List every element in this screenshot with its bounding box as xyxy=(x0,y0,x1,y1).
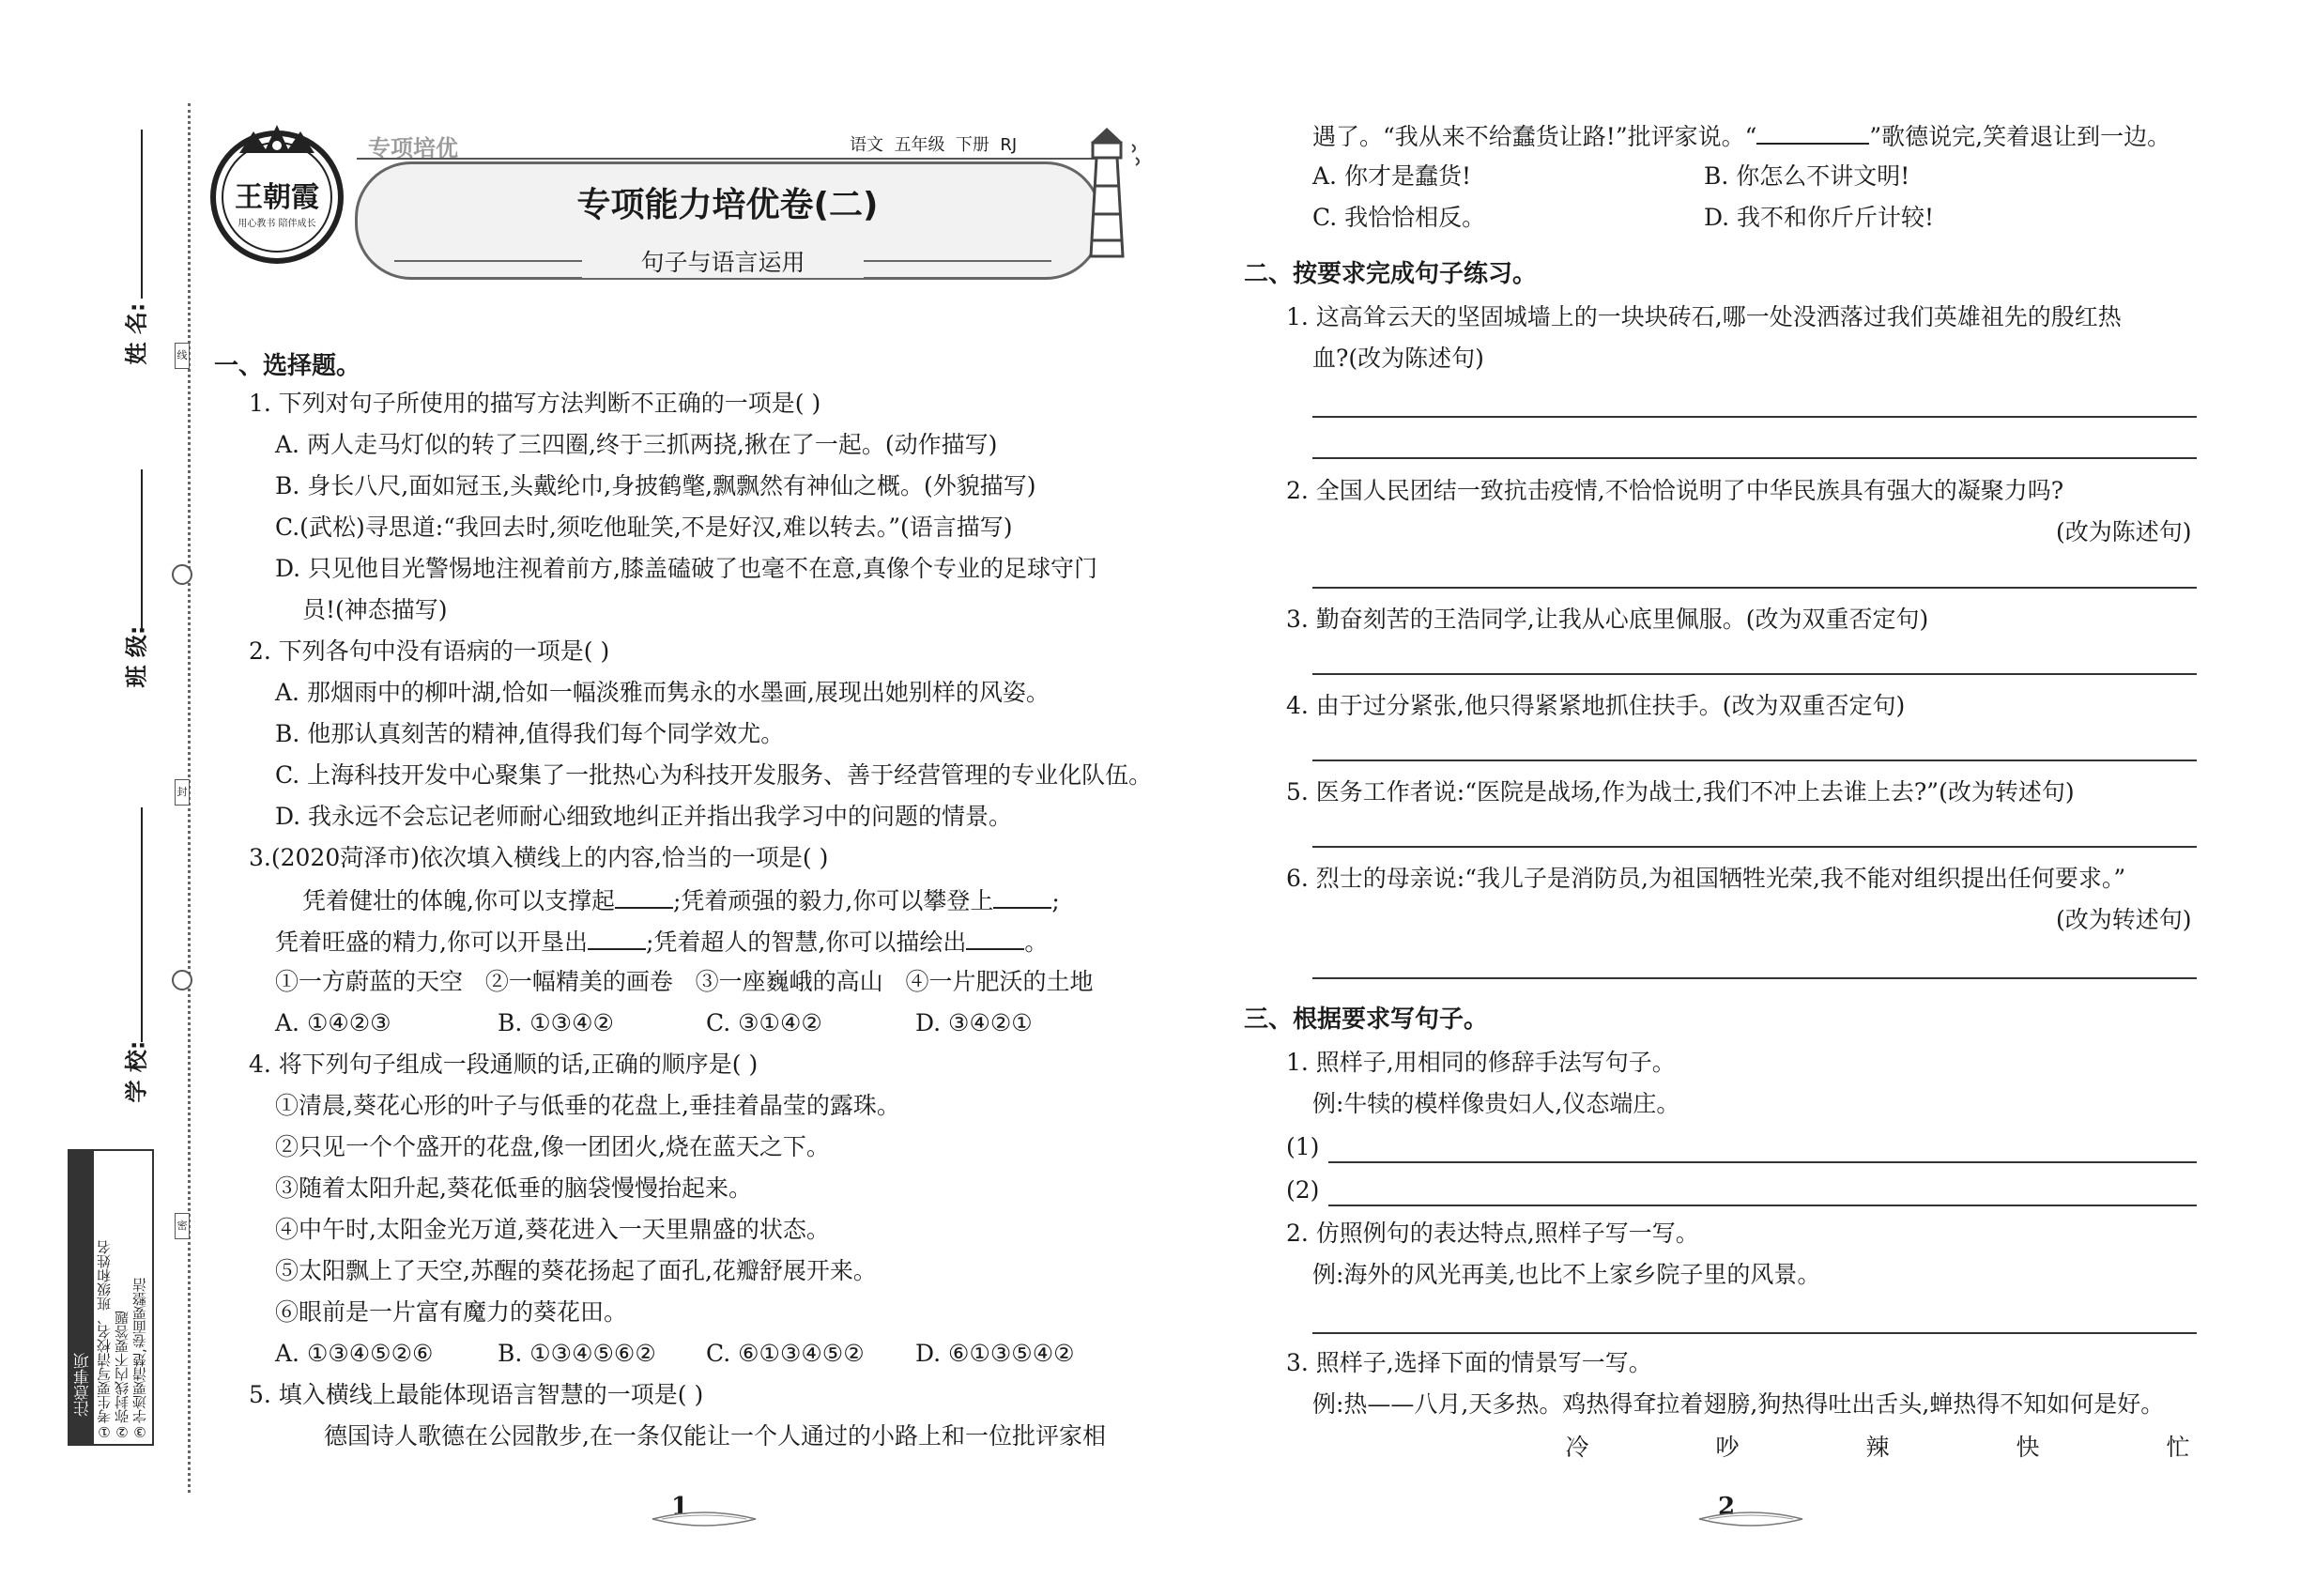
q5-option-d[interactable]: D. 我不和你斤斤计较! xyxy=(1704,204,1935,231)
q4-option-b[interactable]: B. ①③④⑤⑥② xyxy=(498,1340,656,1367)
brand-name: 王朝霞 xyxy=(235,181,319,214)
q4-sentence-4: ④中午时,太阳金光万道,葵花进入一天里鼎盛的状态。 xyxy=(275,1216,830,1243)
page-number-left: 1 xyxy=(671,1493,689,1521)
q4-sentence-2: ②只见一个个盛开的花盘,像一团团火,烧在蓝天之下。 xyxy=(275,1133,830,1160)
class-label: 班 级: xyxy=(123,625,150,688)
t3-word-2[interactable]: 吵 xyxy=(1715,1434,1740,1461)
q3-option-c[interactable]: C. ③①④② xyxy=(706,1009,822,1036)
q4-sentence-1: ①清晨,葵花心形的叶子与低垂的花盘上,垂挂着晶莹的露珠。 xyxy=(275,1092,900,1119)
q3-blank-2[interactable] xyxy=(993,884,1051,909)
q2-stem: 2. 下列各句中没有语病的一项是( ) xyxy=(249,637,610,665)
r1-answer-line-1[interactable] xyxy=(1312,416,2197,418)
q1-option-b[interactable]: B. 身长八尺,面如冠玉,头戴纶巾,身披鹤氅,飘飘然有神仙之概。(外貌描写) xyxy=(275,472,1036,499)
q1-stem: 1. 下列对句子所使用的描写方法判断不正确的一项是( ) xyxy=(249,390,821,417)
name-field[interactable] xyxy=(141,130,143,299)
r1-stem: 1. 这高耸云天的坚固城墙上的一块块砖石,哪一处没洒落过我们英雄祖先的殷红热 xyxy=(1286,303,2122,330)
q3-option-a[interactable]: A. ①④②③ xyxy=(275,1009,391,1036)
t1-answer-line-1[interactable] xyxy=(1328,1161,2197,1163)
q5-option-b[interactable]: B. 你怎么不讲文明! xyxy=(1704,162,1910,190)
q3-text-1c: ; xyxy=(1051,887,1060,914)
t1-stem: 1. 照样子,用相同的修辞手法写句子。 xyxy=(1286,1049,1676,1076)
page-title: 专项能力培优卷(二) xyxy=(576,186,879,224)
q2-option-b[interactable]: B. 他那认真刻苦的精神,值得我们每个同学效尤。 xyxy=(275,720,785,747)
q4-sentence-5: ⑤太阳飘上了天空,苏醒的葵花扬起了面孔,花瓣舒展开来。 xyxy=(275,1257,877,1284)
page-subtitle: 句子与语言运用 xyxy=(582,244,864,278)
q5-passage: 德国诗人歌德在公园散步,在一条仅能让一个人通过的小路上和一位批评家相 xyxy=(324,1422,1106,1450)
r2-answer-line[interactable] xyxy=(1312,587,2197,589)
notice-line-3: ③字迹要清楚,卷面要整洁 xyxy=(131,1278,148,1440)
q3-option-b[interactable]: B. ①③④② xyxy=(498,1009,614,1036)
r2-requirement: (改为陈述句) xyxy=(2056,518,2192,545)
r5-answer-line[interactable] xyxy=(1312,846,2197,848)
q5-passage-cont xyxy=(1312,120,2170,152)
section-3-heading: 三、根据要求写句子。 xyxy=(1244,1005,1489,1034)
brand-logo xyxy=(202,117,352,268)
q4-option-a[interactable]: A. ①③④⑤②⑥ xyxy=(275,1340,434,1367)
t3-example: 例:热——八月,天多热。鸡热得耷拉着翅膀,狗热得吐出舌头,蝉热得不知如何是好。 xyxy=(1312,1390,2165,1418)
q3-blank-4[interactable] xyxy=(966,926,1024,950)
q3-text-2a: 凭着旺盛的精力,你可以开垦出 xyxy=(275,928,588,956)
r3-stem: 3. 勤奋刻苦的王浩同学,让我从心底里佩服。(改为双重否定句) xyxy=(1286,606,1929,633)
q4-stem: 4. 将下列句子组成一段通顺的话,正确的顺序是( ) xyxy=(249,1051,759,1078)
page-number-right: 2 xyxy=(1718,1493,1736,1521)
q1-option-c[interactable]: C.(武松)寻思道:“我回去时,须吃他耻笑,不是好汉,难以转去。”(语言描写) xyxy=(275,514,1013,541)
t3-word-5[interactable]: 忙 xyxy=(2166,1434,2190,1461)
seal-circle-1 xyxy=(172,564,192,585)
page-ornament-left xyxy=(648,1510,760,1528)
t3-word-1[interactable]: 冷 xyxy=(1565,1434,1589,1461)
t2-stem: 2. 仿照例句的表达特点,照样子写一写。 xyxy=(1286,1220,1699,1247)
q3-blank-3[interactable] xyxy=(588,926,646,950)
r4-stem: 4. 由于过分紧张,他只得紧紧地抓住扶手。(改为双重否定句) xyxy=(1286,692,1906,719)
q3-text-2b: ;凭着超人的智慧,你可以描绘出 xyxy=(645,928,967,956)
lighthouse-icon xyxy=(1070,120,1155,261)
notice-box xyxy=(68,1149,154,1446)
q4-sentence-6: ⑥眼前是一片富有魔力的葵花田。 xyxy=(275,1298,628,1326)
r3-answer-line[interactable] xyxy=(1312,673,2197,675)
section-1-heading: 一、选择题。 xyxy=(214,352,361,380)
seal-mark-mid: 封 xyxy=(175,779,190,806)
t1-example: 例:牛犊的模样像贵妇人,仪态端庄。 xyxy=(1312,1090,1680,1117)
q4-option-d[interactable]: D. ⑥①③⑤④② xyxy=(915,1340,1075,1367)
series-label: 专项培优 xyxy=(368,135,458,161)
q5-text-a: 遇了。“我从来不给蠢货让路!”批评家说。“ xyxy=(1312,123,1757,150)
t3-stem: 3. 照样子,选择下面的情景写一写。 xyxy=(1286,1349,1652,1376)
q4-option-c[interactable]: C. ⑥①③④⑤② xyxy=(706,1340,865,1367)
q2-option-a[interactable]: A. 那烟雨中的柳叶湖,恰如一幅淡雅而隽永的水墨画,展现出她别样的风姿。 xyxy=(275,679,1050,706)
r6-answer-line[interactable] xyxy=(1312,977,2197,979)
brand-slogan: 用心教书 陪伴成长 xyxy=(238,219,316,229)
q3-text-2c: 。 xyxy=(1024,928,1049,956)
q3-blank-1[interactable] xyxy=(615,884,673,909)
q3-text-1b: ;凭着顽强的毅力,你可以攀登上 xyxy=(672,887,994,914)
q3-passage-line-1 xyxy=(302,884,1060,916)
seal-mark-bot: 密 xyxy=(175,1213,190,1239)
seal-circle-2 xyxy=(172,970,192,990)
q5-blank[interactable] xyxy=(1756,120,1869,145)
r4-answer-line[interactable] xyxy=(1312,760,2197,761)
school-field[interactable] xyxy=(141,807,143,1042)
q3-option-d[interactable]: D. ③④②① xyxy=(915,1009,1033,1036)
t3-word-3[interactable]: 辣 xyxy=(1865,1434,1890,1461)
page-ornament-right xyxy=(1694,1510,1807,1528)
r6-stem: 6. 烈士的母亲说:“我儿子是消防员,为祖国牺牲光荣,我不能对组织提出任何要求。” xyxy=(1286,865,2126,892)
t1-label-2: (2) xyxy=(1286,1176,1320,1204)
t1-label-1: (1) xyxy=(1286,1133,1320,1160)
r5-stem: 5. 医务工作者说:“医院是战场,作为战士,我们不冲上去谁上去?”(改为转述句) xyxy=(1286,778,2075,806)
q3-passage-line-2 xyxy=(275,926,1048,958)
q1-option-d-cont: 员!(神态描写) xyxy=(302,596,448,623)
q1-option-d[interactable]: D. 只见他目光警惕地注视着前方,膝盖磕破了也毫不在意,真像个专业的足球守门 xyxy=(275,555,1097,582)
q2-option-c[interactable]: C. 上海科技开发中心聚集了一批热心为科技开发服务、善于经营管理的专业化队伍。 xyxy=(275,761,1153,789)
r1-stem-cont: 血?(改为陈述句) xyxy=(1312,345,1484,372)
header-rule xyxy=(357,158,1098,160)
t2-example: 例:海外的风光再美,也比不上家乡院子里的风景。 xyxy=(1312,1261,1821,1288)
q5-option-a[interactable]: A. 你才是蠢货! xyxy=(1312,162,1471,190)
q5-stem: 5. 填入横线上最能体现语言智慧的一项是( ) xyxy=(249,1381,704,1408)
r2-stem: 2. 全国人民团结一致抗击疫情,不恰恰说明了中华民族具有强大的凝聚力吗? xyxy=(1286,477,2064,504)
seal-mark-top: 线 xyxy=(175,343,190,369)
t2-answer-line[interactable] xyxy=(1312,1332,2197,1334)
q2-option-d[interactable]: D. 我永远不会忘记老师耐心细致地纠正并指出我学习中的问题的情景。 xyxy=(275,803,1013,830)
r1-answer-line-2[interactable] xyxy=(1312,457,2197,459)
q3-choices: ①一方蔚蓝的天空 ②一幅精美的画卷 ③一座巍峨的高山 ④一片肥沃的土地 xyxy=(275,968,1094,995)
q3-stem: 3.(2020菏泽市)依次填入横线上的内容,恰当的一项是( ) xyxy=(249,844,829,871)
t3-word-choices xyxy=(1502,1433,2253,1463)
class-field[interactable] xyxy=(141,469,143,629)
r6-requirement: (改为转述句) xyxy=(2056,906,2192,933)
notice-title: 注意事项 xyxy=(74,1353,93,1417)
notice-line-1: ①考生要写清校名、班级和姓名 xyxy=(96,1240,113,1440)
section-2-heading: 二、按要求完成句子练习。 xyxy=(1244,260,1538,288)
subject-line: 语文 五年级 下册 RJ xyxy=(850,135,1018,155)
name-label: 姓 名: xyxy=(123,302,150,365)
t3-word-4[interactable]: 快 xyxy=(2016,1434,2040,1461)
q3-text-1a: 凭着健壮的体魄,你可以支撑起 xyxy=(302,887,615,914)
notice-line-2: ②弥封线内不要答题 xyxy=(114,1311,130,1440)
q1-option-a[interactable]: A. 两人走马灯似的转了三四圈,终于三抓两挠,揪在了一起。(动作描写) xyxy=(275,431,998,458)
q5-option-c[interactable]: C. 我恰恰相反。 xyxy=(1312,204,1486,231)
t1-answer-line-2[interactable] xyxy=(1328,1205,2197,1206)
q5-text-b: ”歌德说完,笑着退让到一边。 xyxy=(1869,123,2171,150)
q4-sentence-3: ③随着太阳升起,葵花低垂的脑袋慢慢抬起来。 xyxy=(275,1174,752,1202)
school-label: 学 校: xyxy=(123,1040,150,1103)
